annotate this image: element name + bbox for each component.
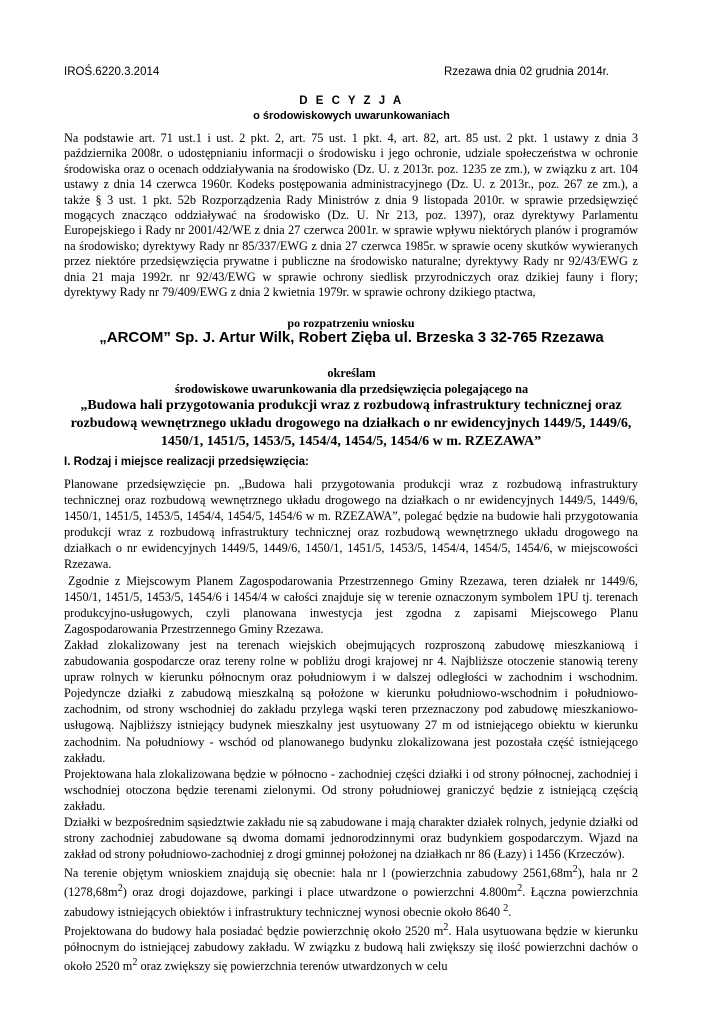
legal-basis [64,131,638,300]
section-1-body [64,476,638,974]
text-run: Na terenie objętym wnioskiem znajdują się obecnie: hala nr l (powierzchnia zabudowy 2561,68m [64,866,573,881]
superscript: 2 [117,883,123,895]
document-subtitle: o środowiskowych uwarunkowaniach [253,110,450,122]
superscript: 2 [517,883,523,895]
superscript: 2 [443,921,449,933]
superscript: 2 [132,957,138,969]
section-1-heading: I. Rodzaj i miejsce realizacji przedsięwzięcia: [64,456,309,468]
paragraph [64,862,638,920]
text-run: . Łączna powierzchnia zabudowy istniejących obiektów i infrastruktury technicznej wynosi obecnie około 8640 [64,885,638,919]
paragraph [64,920,638,974]
text-run: . Hala usytuowana będzie w kierunku północnym do istniejącej zabudowy zakładu. W związku z budową hali zwiększy się ilość powierzchni dachów o około 2520 m [64,923,638,974]
text-run: . [508,904,512,919]
project-title: „Budowa hali przygotowania produkcji wraz z rozbudową infrastruktury technicznej oraz rozbudową wewnętrznego układu drogowego na działkach o nr ewidencyjnych 1449/5, 1449/6, 1450/1, 1451/5, 1453/5, 1454/4, 1454/5, 1454/6 w m. RZEZAWA” [70,398,632,449]
legal-basis-text: Na podstawie art. 71 ust.1 i ust. 2 pkt. 2, art. 75 ust. 1 pkt. 4, art. 82, art. 85 ust. 2 pkt. 1 ustawy z dnia 3 października 2008r. o udostępnianiu informacji o środowisku i jego ochronie, udziale społeczeństwa w ochronie środowiska oraz o ocenach oddziaływania na środowisko (Dz. U. z 2013r. poz. 1235 ze zm.), w związku z art. 104 ustawy z dnia 14 czerwca 1960r. Kodeks postępowania administracyjnego (Dz. U. z 2013r., poz. 267 ze zm.), a także § 3 ust. 1 pkt. 52b Rozporządzenia Rady Ministrów z dnia 9 listopada 2010r. w sprawie przedsięwzięć mogących znacząco oddziaływać na środowisko (Dz. U. Nr 213, poz. 1397), oraz dyrektywy Parlamentu Europejskiego i Rady nr 2001/42/WE z dnia 27 czerwca 2001r. w sprawie wpływu niektórych planów i programów na środowisko; dyrektywy Rady nr 85/337/EWG z dnia 27 czerwca 1985r. w sprawie oceny skutków wywieranych przez niektóre przedsięwzięcia prywatne i publiczne na środowisko naturalne; dyrektywy Rady nr 92/43/EWG z dnia 21 maja 1992r. nr 92/43/EWG w sprawie ochrony siedlisk przyrodniczych oraz dzikiej fauny i flory; dyrektywy Rady nr 79/409/EWG z dnia 2 kwietnia 1979r. w sprawie ochrony dzikiego ptactwa, [64,131,638,300]
determine-heading: określam [327,366,376,380]
after-review: po rozpatrzeniu wniosku [287,316,415,330]
superscript: 2 [572,864,578,876]
paragraph: Działki w bezpośrednim sąsiedztwie zakładu nie są zabudowane i mają charakter działek rolnych, jedynie działki od strony zachodniej zabudowane są dwoma domami jednorodzinnymi oraz budynkiem gospodarczym. Wjazd na zakład od strony południowo-zachodniej z drogi gminnej położonej na działkach nr 86 (Łazy) i 1456 (Krzeczów). [64,814,638,862]
applicant-company: „ARCOM” Sp. J. Artur Wilk, Robert Zięba ul. Brzeska 3 32-765 Rzezawa [99,329,604,346]
reference-number: IROŚ.6220.3.2014 [64,66,160,78]
paragraph: Zgodnie z Miejscowym Planem Zagospodarowania Przestrzennego Gminy Rzezawa, teren działek nr 1449/6, 1450/1, 1451/5, 1453/5, 1454/6 i 1454/4 w całości znajduje się w terenie oznaczonym symbolem 1PU tj. terenach produkcyjno-usługowych, czyli planowana inwestycja jest zgodna z zapisami Miejscowego Planu Zagospodarowania Przestrzennego Gminy Rzezawa. [64,573,638,636]
text-run: Projektowana do budowy hala posiadać będzie powierzchnię około 2520 m [64,923,444,938]
conditions-intro: środowiskowe uwarunkowania dla przedsięwzięcia polegającego na [174,382,529,396]
text-run: oraz zwiększy się powierzchnia terenów utwardzonych w celu [137,959,448,974]
text-run: ) oraz drogi dojazdowe, parkingi i place utwardzone o powierzchni 4.800m [122,885,518,900]
superscript: 2 [503,902,509,914]
place-date: Rzezawa dnia 02 grudnia 2014r. [444,66,609,78]
text-run: ), hala nr 2 (1278,68m [64,866,638,900]
paragraph: Zakład zlokalizowany jest na terenach wiejskich obejmujących rozproszoną zabudowę mieszkaniową i zabudowania gospodarcze oraz tereny rolne w pobliżu drogi krajowej nr 4. Najbliższe otoczenie stanowią tereny upraw rolnych w kierunku północnym oraz południowym i w dalszej odległości w zachodnim i wschodnim. Pojedyncze działki z zabudową mieszkalną są położone w kierunku południowo-wschodnim i południowo-zachodnim, od strony wschodniej do zakładu przylega wąski teren przeznaczony pod zabudowę mieszkaniowo-usługową. Najbliższy istniejący budynek mieszkalny jest usytuowany 27 m od istniejącego obiektu w kierunku zachodnim. Na południowy - wschód od planowanego budynku zlokalizowana jest pozostała część istniejącego zakładu. [64,637,638,765]
paragraph: Projektowana hala zlokalizowana będzie w północno - zachodniej części działki i od strony północnej, zachodniej i wschodniej otoczona będzie terenami zielonymi. Od strony południowej graniczyć będzie z istniejącą częścią zakładu. [64,766,638,813]
paragraph: Planowane przedsięwzięcie pn. „Budowa hali przygotowania produkcji wraz z rozbudową infrastruktury technicznej oraz rozbudową wewnętrznego układu drogowego na działkach o nr ewidencyjnych 1449/5, 1449/6, 1450/1, 1451/5, 1453/5, 1454/4, 1454/5, 1454/6 w m. RZEZAWA”, polegać będzie na budowie hali przygotowania produkcji wraz z rozbudową infrastruktury technicznej oraz rozbudową wewnętrznego układu drogowego na działkach o nr ewidencyjnych 1449/5, 1449/6, 1450/1, 1451/5, 1453/5, 1454/4, 1454/5, 1454/6, w miejscowości Rzezawa. [64,477,638,572]
document-title: D E C Y Z J A [299,95,404,107]
